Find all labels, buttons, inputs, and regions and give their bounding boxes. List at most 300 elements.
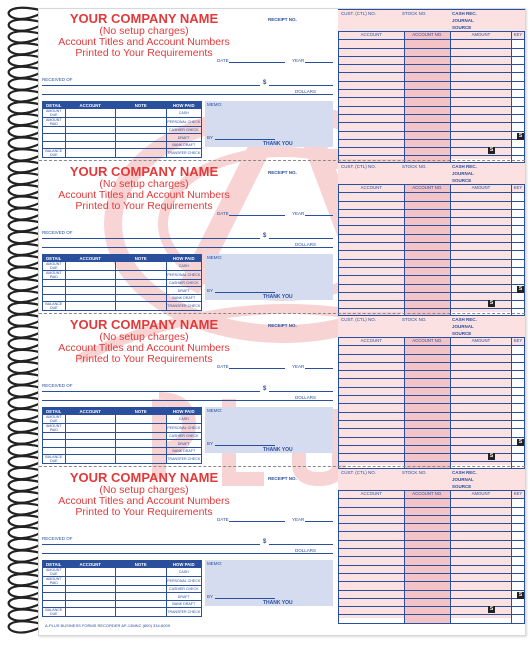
ledger-key-cell[interactable] (511, 445, 524, 453)
how-paid-option[interactable]: CASH (166, 568, 201, 577)
ledger-account-no-cell[interactable] (404, 123, 451, 131)
ledger-key-cell[interactable] (511, 114, 524, 122)
ledger-account-no-cell[interactable] (404, 98, 451, 106)
ledger-account-no-cell[interactable] (404, 114, 451, 122)
ledger-account-no-cell[interactable] (404, 226, 451, 234)
how-paid-option[interactable]: TRANSFER CHECK (166, 608, 201, 617)
ledger-account-no-cell[interactable] (404, 40, 451, 48)
how-paid-option[interactable]: CASHIER CHECK (166, 586, 201, 593)
account-cell[interactable] (65, 586, 115, 593)
how-paid-option[interactable]: DRAFT (166, 134, 201, 141)
note-cell[interactable] (116, 455, 166, 464)
dollars-written-line[interactable] (42, 247, 333, 248)
ledger-account-cell[interactable] (339, 267, 405, 275)
ledger-key-cell[interactable] (511, 276, 524, 284)
how-paid-option[interactable]: BANK DRAFT (166, 447, 201, 454)
amount-field[interactable] (269, 544, 333, 545)
how-paid-option[interactable]: CASH (166, 109, 201, 118)
how-paid-option[interactable]: BANK DRAFT (166, 600, 201, 607)
ledger-key-cell[interactable] (511, 454, 524, 462)
dollars-written-line[interactable] (42, 94, 333, 95)
ledger-account-cell[interactable] (339, 56, 405, 64)
note-cell[interactable] (116, 440, 166, 447)
ledger-key-cell[interactable] (511, 123, 524, 131)
ledger-account-no-cell[interactable] (404, 354, 451, 362)
ledger-amount-cell[interactable] (451, 557, 512, 565)
ledger-account-no-cell[interactable] (404, 81, 451, 89)
amount-field[interactable] (269, 85, 333, 86)
note-cell[interactable] (116, 287, 166, 294)
ledger-account-cell[interactable] (339, 454, 405, 462)
ledger-account-no-cell[interactable] (404, 193, 451, 201)
account-cell[interactable] (65, 109, 115, 118)
ledger-key-cell[interactable] (511, 40, 524, 48)
ledger-key-cell[interactable] (511, 557, 524, 565)
ledger-amount-cell[interactable] (451, 226, 512, 234)
ledger-key-cell[interactable] (511, 565, 524, 573)
ledger-amount-cell[interactable] (451, 106, 512, 114)
ledger-amount-cell[interactable] (451, 114, 512, 122)
account-cell[interactable] (65, 440, 115, 447)
ledger-amount-cell[interactable] (451, 420, 512, 428)
ledger-account-cell[interactable] (339, 218, 405, 226)
note-cell[interactable] (116, 280, 166, 287)
ledger-amount-cell[interactable] (451, 371, 512, 379)
ledger-account-cell[interactable] (339, 81, 405, 89)
ledger-account-cell[interactable] (339, 499, 405, 507)
ledger-amount-cell[interactable] (451, 396, 512, 404)
ledger-amount-cell[interactable] (451, 218, 512, 226)
note-cell[interactable] (116, 262, 166, 271)
ledger-account-cell[interactable] (339, 371, 405, 379)
ledger-account-cell[interactable] (339, 540, 405, 548)
ledger-amount-cell[interactable] (451, 131, 512, 139)
ledger-key-cell[interactable] (511, 201, 524, 209)
ledger-amount-cell[interactable] (451, 123, 512, 131)
ledger-key-cell[interactable] (511, 371, 524, 379)
ledger-account-cell[interactable] (339, 139, 405, 147)
ledger-amount-cell[interactable] (451, 532, 512, 540)
account-cell[interactable] (65, 424, 115, 433)
ledger-account-cell[interactable] (339, 615, 405, 623)
ledger-account-cell[interactable] (339, 131, 405, 139)
ledger-account-no-cell[interactable] (404, 234, 451, 242)
ledger-account-no-cell[interactable] (404, 106, 451, 114)
ledger-key-cell[interactable] (511, 193, 524, 201)
ledger-account-no-cell[interactable] (404, 565, 451, 573)
ledger-key-cell[interactable] (511, 540, 524, 548)
note-cell[interactable] (116, 593, 166, 600)
ledger-amount-cell[interactable] (451, 148, 512, 156)
ledger-key-cell[interactable] (511, 148, 524, 156)
ledger-account-no-cell[interactable] (404, 598, 451, 606)
note-cell[interactable] (116, 608, 166, 617)
ledger-account-cell[interactable] (339, 362, 405, 370)
ledger-key-cell[interactable] (511, 48, 524, 56)
note-cell[interactable] (116, 600, 166, 607)
ledger-key-cell[interactable] (511, 420, 524, 428)
ledger-account-cell[interactable] (339, 524, 405, 532)
ledger-amount-cell[interactable] (451, 582, 512, 590)
ledger-amount-cell[interactable] (451, 56, 512, 64)
ledger-account-no-cell[interactable] (404, 267, 451, 275)
ledger-account-no-cell[interactable] (404, 218, 451, 226)
account-cell[interactable] (65, 287, 115, 294)
signature-field[interactable] (215, 139, 275, 140)
ledger-account-cell[interactable] (339, 276, 405, 284)
ledger-key-cell[interactable] (511, 139, 524, 147)
amount-field[interactable] (269, 238, 333, 239)
how-paid-option[interactable]: CASH (166, 415, 201, 424)
ledger-account-no-cell[interactable] (404, 582, 451, 590)
ledger-account-cell[interactable] (339, 193, 405, 201)
year-field[interactable] (305, 368, 333, 369)
ledger-amount-cell[interactable] (451, 404, 512, 412)
ledger-key-cell[interactable] (511, 98, 524, 106)
ledger-key-cell[interactable] (511, 412, 524, 420)
ledger-account-cell[interactable] (339, 284, 405, 292)
ledger-key-cell[interactable] (511, 362, 524, 370)
ledger-amount-cell[interactable] (451, 598, 512, 606)
account-cell[interactable] (65, 568, 115, 577)
ledger-key-cell[interactable] (511, 499, 524, 507)
ledger-account-no-cell[interactable] (404, 276, 451, 284)
signature-field[interactable] (215, 292, 275, 293)
ledger-account-no-cell[interactable] (404, 148, 451, 156)
ledger-account-cell[interactable] (339, 301, 405, 309)
ledger-account-no-cell[interactable] (404, 346, 451, 354)
ledger-amount-cell[interactable] (451, 445, 512, 453)
account-cell[interactable] (65, 593, 115, 600)
ledger-amount-cell[interactable] (451, 267, 512, 275)
ledger-key-cell[interactable] (511, 507, 524, 515)
ledger-account-cell[interactable] (339, 507, 405, 515)
ledger-account-cell[interactable] (339, 379, 405, 387)
how-paid-option[interactable]: BANK DRAFT (166, 294, 201, 301)
ledger-account-no-cell[interactable] (404, 209, 451, 217)
account-cell[interactable] (65, 134, 115, 141)
account-cell[interactable] (65, 141, 115, 148)
how-paid-option[interactable]: BANK DRAFT (166, 141, 201, 148)
ledger-key-cell[interactable] (511, 582, 524, 590)
ledger-account-no-cell[interactable] (404, 615, 451, 623)
account-cell[interactable] (65, 577, 115, 586)
date-field[interactable] (229, 62, 285, 63)
ledger-account-cell[interactable] (339, 532, 405, 540)
ledger-account-cell[interactable] (339, 243, 405, 251)
note-cell[interactable] (116, 271, 166, 280)
ledger-account-cell[interactable] (339, 73, 405, 81)
ledger-key-cell[interactable] (511, 81, 524, 89)
ledger-account-cell[interactable] (339, 445, 405, 453)
ledger-amount-cell[interactable] (451, 301, 512, 309)
ledger-account-cell[interactable] (339, 607, 405, 615)
ledger-account-no-cell[interactable] (404, 549, 451, 557)
ledger-account-no-cell[interactable] (404, 48, 451, 56)
ledger-account-cell[interactable] (339, 114, 405, 122)
note-cell[interactable] (116, 415, 166, 424)
ledger-key-cell[interactable] (511, 106, 524, 114)
how-paid-option[interactable]: PERSONAL CHECK (166, 271, 201, 280)
ledger-account-cell[interactable] (339, 65, 405, 73)
ledger-account-no-cell[interactable] (404, 573, 451, 581)
signature-field[interactable] (215, 598, 275, 599)
note-cell[interactable] (116, 586, 166, 593)
amount-field[interactable] (269, 391, 333, 392)
ledger-key-cell[interactable] (511, 292, 524, 300)
ledger-account-cell[interactable] (339, 565, 405, 573)
account-cell[interactable] (65, 600, 115, 607)
year-field[interactable] (305, 62, 333, 63)
ledger-account-no-cell[interactable] (404, 420, 451, 428)
how-paid-option[interactable]: TRANSFER CHECK (166, 149, 201, 158)
ledger-account-no-cell[interactable] (404, 73, 451, 81)
ledger-key-cell[interactable] (511, 346, 524, 354)
date-field[interactable] (229, 521, 285, 522)
ledger-key-cell[interactable] (511, 209, 524, 217)
ledger-key-cell[interactable] (511, 549, 524, 557)
ledger-key-cell[interactable] (511, 243, 524, 251)
note-cell[interactable] (116, 568, 166, 577)
note-cell[interactable] (116, 127, 166, 134)
ledger-amount-cell[interactable] (451, 379, 512, 387)
ledger-account-cell[interactable] (339, 573, 405, 581)
ledger-amount-cell[interactable] (451, 81, 512, 89)
account-cell[interactable] (65, 415, 115, 424)
note-cell[interactable] (116, 433, 166, 440)
ledger-account-cell[interactable] (339, 387, 405, 395)
ledger-account-cell[interactable] (339, 226, 405, 234)
ledger-amount-cell[interactable] (451, 251, 512, 259)
ledger-account-cell[interactable] (339, 201, 405, 209)
ledger-account-cell[interactable] (339, 354, 405, 362)
ledger-amount-cell[interactable] (451, 540, 512, 548)
ledger-account-no-cell[interactable] (404, 590, 451, 598)
ledger-account-no-cell[interactable] (404, 131, 451, 139)
account-cell[interactable] (65, 294, 115, 301)
ledger-key-cell[interactable] (511, 90, 524, 98)
ledger-key-cell[interactable] (511, 301, 524, 309)
ledger-account-no-cell[interactable] (404, 412, 451, 420)
account-cell[interactable] (65, 149, 115, 158)
ledger-key-cell[interactable] (511, 251, 524, 259)
account-cell[interactable] (65, 302, 115, 311)
ledger-account-no-cell[interactable] (404, 362, 451, 370)
ledger-amount-cell[interactable] (451, 65, 512, 73)
ledger-account-no-cell[interactable] (404, 301, 451, 309)
ledger-amount-cell[interactable] (451, 201, 512, 209)
how-paid-option[interactable]: TRANSFER CHECK (166, 302, 201, 311)
ledger-account-cell[interactable] (339, 549, 405, 557)
how-paid-option[interactable]: DRAFT (166, 593, 201, 600)
ledger-amount-cell[interactable] (451, 354, 512, 362)
how-paid-option[interactable]: CASHIER CHECK (166, 433, 201, 440)
ledger-key-cell[interactable] (511, 354, 524, 362)
ledger-account-cell[interactable] (339, 429, 405, 437)
ledger-key-cell[interactable] (511, 234, 524, 242)
received-of-field[interactable] (42, 544, 260, 545)
ledger-amount-cell[interactable] (451, 412, 512, 420)
ledger-account-cell[interactable] (339, 412, 405, 420)
ledger-account-cell[interactable] (339, 106, 405, 114)
ledger-account-cell[interactable] (339, 420, 405, 428)
ledger-account-no-cell[interactable] (404, 515, 451, 523)
dollars-written-line[interactable] (42, 553, 333, 554)
ledger-amount-cell[interactable] (451, 48, 512, 56)
ledger-account-no-cell[interactable] (404, 251, 451, 259)
ledger-account-no-cell[interactable] (404, 65, 451, 73)
ledger-amount-cell[interactable] (451, 98, 512, 106)
date-field[interactable] (229, 368, 285, 369)
account-cell[interactable] (65, 433, 115, 440)
ledger-amount-cell[interactable] (451, 615, 512, 623)
ledger-amount-cell[interactable] (451, 607, 512, 615)
ledger-amount-cell[interactable] (451, 549, 512, 557)
date-field[interactable] (229, 215, 285, 216)
ledger-amount-cell[interactable] (451, 507, 512, 515)
ledger-account-cell[interactable] (339, 209, 405, 217)
account-cell[interactable] (65, 271, 115, 280)
ledger-amount-cell[interactable] (451, 193, 512, 201)
ledger-account-no-cell[interactable] (404, 139, 451, 147)
year-field[interactable] (305, 215, 333, 216)
ledger-key-cell[interactable] (511, 73, 524, 81)
ledger-key-cell[interactable] (511, 56, 524, 64)
ledger-key-cell[interactable] (511, 267, 524, 275)
ledger-account-no-cell[interactable] (404, 557, 451, 565)
ledger-key-cell[interactable] (511, 379, 524, 387)
ledger-account-no-cell[interactable] (404, 259, 451, 267)
ledger-account-no-cell[interactable] (404, 379, 451, 387)
how-paid-option[interactable]: TRANSFER CHECK (166, 455, 201, 464)
ledger-key-cell[interactable] (511, 532, 524, 540)
ledger-amount-cell[interactable] (451, 259, 512, 267)
how-paid-option[interactable]: PERSONAL CHECK (166, 424, 201, 433)
ledger-amount-cell[interactable] (451, 209, 512, 217)
ledger-key-cell[interactable] (511, 65, 524, 73)
ledger-key-cell[interactable] (511, 524, 524, 532)
ledger-account-no-cell[interactable] (404, 532, 451, 540)
ledger-account-cell[interactable] (339, 48, 405, 56)
ledger-account-no-cell[interactable] (404, 292, 451, 300)
note-cell[interactable] (116, 302, 166, 311)
ledger-account-no-cell[interactable] (404, 404, 451, 412)
note-cell[interactable] (116, 149, 166, 158)
ledger-account-no-cell[interactable] (404, 284, 451, 292)
received-of-field[interactable] (42, 85, 260, 86)
ledger-amount-cell[interactable] (451, 437, 512, 445)
received-of-field[interactable] (42, 238, 260, 239)
ledger-account-no-cell[interactable] (404, 201, 451, 209)
ledger-amount-cell[interactable] (451, 387, 512, 395)
ledger-amount-cell[interactable] (451, 499, 512, 507)
ledger-account-no-cell[interactable] (404, 507, 451, 515)
how-paid-option[interactable]: DRAFT (166, 287, 201, 294)
ledger-account-cell[interactable] (339, 396, 405, 404)
ledger-account-cell[interactable] (339, 404, 405, 412)
note-cell[interactable] (116, 294, 166, 301)
account-cell[interactable] (65, 608, 115, 617)
ledger-key-cell[interactable] (511, 387, 524, 395)
ledger-account-cell[interactable] (339, 515, 405, 523)
received-of-field[interactable] (42, 391, 260, 392)
ledger-key-cell[interactable] (511, 607, 524, 615)
ledger-account-cell[interactable] (339, 251, 405, 259)
note-cell[interactable] (116, 134, 166, 141)
ledger-key-cell[interactable] (511, 404, 524, 412)
ledger-amount-cell[interactable] (451, 573, 512, 581)
ledger-amount-cell[interactable] (451, 73, 512, 81)
account-cell[interactable] (65, 118, 115, 127)
note-cell[interactable] (116, 109, 166, 118)
how-paid-option[interactable]: CASH (166, 262, 201, 271)
ledger-amount-cell[interactable] (451, 90, 512, 98)
ledger-account-no-cell[interactable] (404, 243, 451, 251)
ledger-key-cell[interactable] (511, 218, 524, 226)
ledger-account-cell[interactable] (339, 346, 405, 354)
ledger-key-cell[interactable] (511, 598, 524, 606)
ledger-account-cell[interactable] (339, 590, 405, 598)
ledger-account-cell[interactable] (339, 40, 405, 48)
note-cell[interactable] (116, 141, 166, 148)
year-field[interactable] (305, 521, 333, 522)
ledger-key-cell[interactable] (511, 515, 524, 523)
ledger-amount-cell[interactable] (451, 346, 512, 354)
ledger-amount-cell[interactable] (451, 590, 512, 598)
ledger-amount-cell[interactable] (451, 139, 512, 147)
ledger-amount-cell[interactable] (451, 565, 512, 573)
ledger-amount-cell[interactable] (451, 515, 512, 523)
ledger-account-cell[interactable] (339, 90, 405, 98)
ledger-key-cell[interactable] (511, 226, 524, 234)
ledger-key-cell[interactable] (511, 573, 524, 581)
ledger-account-no-cell[interactable] (404, 607, 451, 615)
ledger-account-cell[interactable] (339, 234, 405, 242)
ledger-account-cell[interactable] (339, 148, 405, 156)
account-cell[interactable] (65, 127, 115, 134)
ledger-amount-cell[interactable] (451, 284, 512, 292)
note-cell[interactable] (116, 424, 166, 433)
ledger-account-cell[interactable] (339, 292, 405, 300)
ledger-amount-cell[interactable] (451, 234, 512, 242)
how-paid-option[interactable]: PERSONAL CHECK (166, 577, 201, 586)
ledger-account-cell[interactable] (339, 98, 405, 106)
account-cell[interactable] (65, 447, 115, 454)
ledger-key-cell[interactable] (511, 615, 524, 623)
ledger-account-no-cell[interactable] (404, 387, 451, 395)
ledger-amount-cell[interactable] (451, 362, 512, 370)
ledger-amount-cell[interactable] (451, 276, 512, 284)
account-cell[interactable] (65, 455, 115, 464)
ledger-account-no-cell[interactable] (404, 371, 451, 379)
how-paid-option[interactable]: DRAFT (166, 440, 201, 447)
ledger-account-no-cell[interactable] (404, 437, 451, 445)
ledger-amount-cell[interactable] (451, 429, 512, 437)
account-cell[interactable] (65, 262, 115, 271)
account-cell[interactable] (65, 280, 115, 287)
ledger-account-no-cell[interactable] (404, 396, 451, 404)
ledger-account-no-cell[interactable] (404, 90, 451, 98)
ledger-key-cell[interactable] (511, 259, 524, 267)
how-paid-option[interactable]: CASHIER CHECK (166, 127, 201, 134)
ledger-account-no-cell[interactable] (404, 454, 451, 462)
ledger-account-cell[interactable] (339, 582, 405, 590)
ledger-amount-cell[interactable] (451, 454, 512, 462)
note-cell[interactable] (116, 447, 166, 454)
note-cell[interactable] (116, 118, 166, 127)
how-paid-option[interactable]: PERSONAL CHECK (166, 118, 201, 127)
ledger-account-cell[interactable] (339, 598, 405, 606)
